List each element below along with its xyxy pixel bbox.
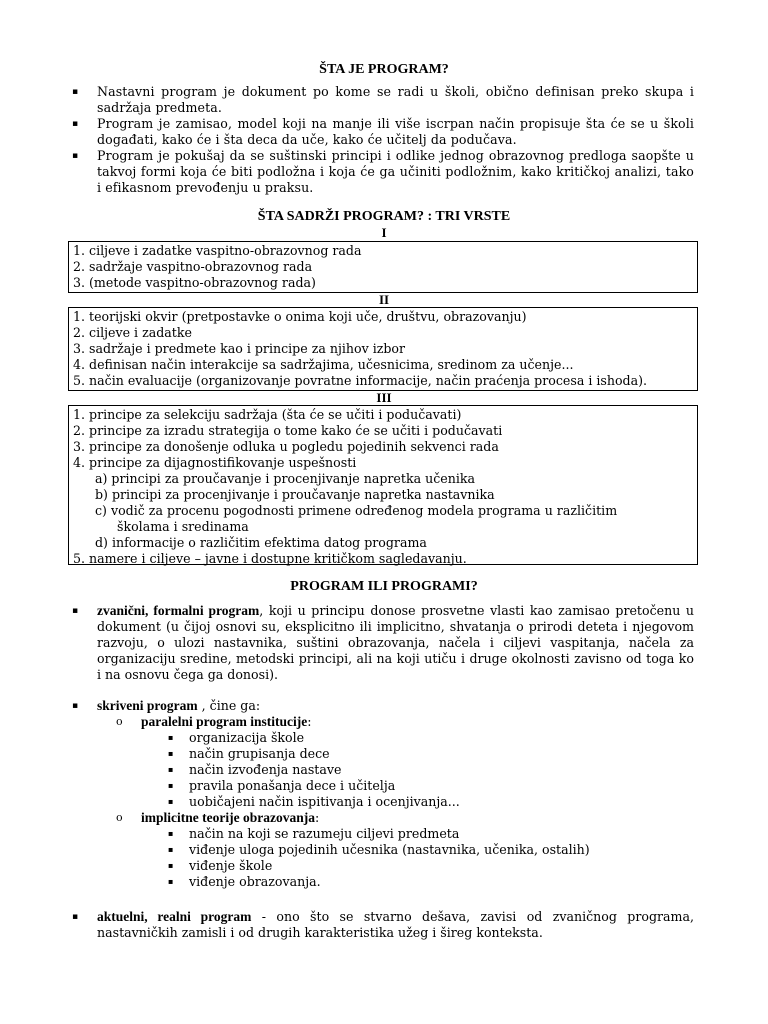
actual-program-section bbox=[72, 909, 694, 941]
bullet-square-icon: ▪ bbox=[168, 733, 174, 742]
intro-bullet-2: ▪ Program je zamisao, model koji na manje ili više iscrpan način propisuje šta će se u školi događati, kako će i šta deca da uče, kako će učitelj da podučava. bbox=[72, 116, 694, 147]
type-i-box bbox=[68, 241, 698, 293]
bullet-square-icon: ▪ bbox=[168, 877, 174, 886]
parallel-list-item: ▪ uobičajeni način ispitivanja i ocenjivanja... bbox=[168, 794, 460, 809]
bullet-square-icon: ▪ bbox=[168, 861, 174, 870]
implicit-list-item: ▪ viđenje škole bbox=[168, 858, 273, 873]
heading-what-is-program: ŠTA JE PROGRAM? bbox=[319, 62, 449, 77]
type-i-item: 2. sadržaje vaspitno-obrazovnog rada bbox=[73, 259, 313, 274]
type-label-i: I bbox=[381, 225, 387, 240]
official-program-term: zvanični, formalni program bbox=[97, 603, 260, 618]
implicit-theories-item: o implicitne teorije obrazovanja: bbox=[116, 810, 320, 825]
bullet-square-icon: ▪ bbox=[168, 845, 174, 854]
official-program-section bbox=[72, 603, 694, 683]
implicit-list-item: ▪ način na koji se razumeju ciljevi predmeta bbox=[168, 826, 460, 841]
type-ii-box bbox=[68, 307, 698, 391]
implicit-list-item: ▪ viđenje obrazovanja. bbox=[168, 874, 321, 889]
type-label-ii: II bbox=[378, 292, 390, 307]
hidden-program-term: skriveni program bbox=[97, 698, 198, 713]
official-program-text: , koji u principu donose prosvetne vlasti kao zamisao pretočenu u dokument (u čijoj osnovi su, eksplicitno ili implicitno, shvatanja o prirodi deteta i njegovom razvoju, o ulozi nastavnika, suštini obrazovanja, načela i ciljevi vaspitanja, načela za organizaciju sredine, metodski principi, ali na koji utiču i druge okolnosti zavisno od toga ko i na osnovu čega ga donosi). bbox=[97, 603, 694, 682]
type-iii-subitem: d) informacije o različitim efektima datog programa bbox=[95, 535, 427, 550]
bullet-square-icon: ▪ bbox=[168, 749, 174, 758]
type-iii-subitem: a) principi za proučavanje i procenjivanje napretka učenika bbox=[95, 471, 475, 486]
parallel-program-term: paralelni program institucije bbox=[141, 714, 308, 729]
type-iii-item: 2. principe za izradu strategija o tome kako će se učiti i podučavati bbox=[73, 423, 503, 438]
bullet-square-icon: ▪ bbox=[72, 151, 79, 161]
type-ii-item: 4. definisan način interakcije sa sadržajima, učesnicima, sredinom za učenje... bbox=[73, 357, 574, 372]
type-iii-item: 1. principe za selekciju sadržaja (šta će se učiti i podučavati) bbox=[73, 407, 462, 422]
parallel-program-item: o paralelni program institucije: bbox=[116, 714, 312, 729]
actual-program-text: - ono što se stvarno dešava, zavisi od zvaničnog programa, nastavničkih zamisli i od drugih karakteristika užeg i šireg konteksta. bbox=[97, 909, 695, 940]
intro-bullet-1: ▪ Nastavni program je dokument po kome se radi u školi, obično definisan preko skupa i sadržaja predmeta. bbox=[72, 84, 694, 115]
intro-bullet-3: ▪ Program je pokušaj da se suštinski principi i odlike jednog obrazovnog predloga saopšte u takvoj formi koja će biti podložna i koja će ga učiniti podložnim, kako kritičkoj analizi, tako i efikasnom prevođenju u praksu. bbox=[72, 148, 694, 195]
type-label-iii: III bbox=[376, 390, 392, 405]
type-ii-item: 3. sadržaje i predmete kao i principe za njihov izbor bbox=[73, 341, 406, 356]
circle-bullet-icon: o bbox=[116, 715, 123, 728]
circle-bullet-icon: o bbox=[116, 811, 123, 824]
type-iii-item: 4. principe za dijagnostifikovanje uspešnosti bbox=[73, 455, 357, 470]
hidden-program-section bbox=[72, 698, 694, 714]
bullet-square-icon: ▪ bbox=[72, 119, 79, 129]
bullet-square-icon: ▪ bbox=[72, 87, 79, 97]
bullet-square-icon: ▪ bbox=[72, 606, 79, 616]
type-iii-subitem: b) principi za procenjivanje i proučavanje napretka nastavnika bbox=[95, 487, 495, 502]
parallel-list-item: ▪ način izvođenja nastave bbox=[168, 762, 342, 777]
parallel-list-item: ▪ organizacija škole bbox=[168, 730, 305, 745]
type-iii-item: 5. namere i ciljeve – javne i dostupne kritičkom sagledavanju. bbox=[73, 551, 467, 566]
bullet-square-icon: ▪ bbox=[72, 912, 79, 922]
type-ii-item: 2. ciljeve i zadatke bbox=[73, 325, 192, 340]
heading-program-contains: ŠTA SADRŽI PROGRAM? : TRI VRSTE bbox=[257, 209, 511, 224]
type-i-item: 1. ciljeve i zadatke vaspitno-obrazovnog rada bbox=[73, 243, 362, 258]
bullet-square-icon: ▪ bbox=[72, 701, 79, 711]
implicit-list-item: ▪ viđenje uloga pojedinih učesnika (nastavnika, učenika, ostalih) bbox=[168, 842, 590, 857]
heading-program-or-programs: PROGRAM ILI PROGRAMI? bbox=[290, 579, 478, 594]
actual-program-term: aktuelni, realni program bbox=[97, 909, 252, 924]
type-iii-box bbox=[68, 405, 698, 565]
parallel-list-item: ▪ pravila ponašanja dece i učitelja bbox=[168, 778, 396, 793]
hidden-program-text: , čine ga: bbox=[197, 698, 261, 713]
type-i-item: 3. (metode vaspitno-obrazovnog rada) bbox=[73, 275, 316, 290]
type-ii-item: 1. teorijski okvir (pretpostavke o onima koji uče, društvu, obrazovanju) bbox=[73, 309, 527, 324]
bullet-square-icon: ▪ bbox=[168, 797, 174, 806]
bullet-square-icon: ▪ bbox=[168, 829, 174, 838]
type-iii-subitem: c) vodič za procenu pogodnosti primene određenog modela programa u različitim bbox=[95, 503, 618, 518]
type-iii-item: 3. principe za donošenje odluka u pogledu pojedinih sekvenci rada bbox=[73, 439, 499, 454]
bullet-square-icon: ▪ bbox=[168, 781, 174, 790]
type-ii-item: 5. način evaluacije (organizovanje povratne informacije, način praćenja procesa i ishoda). bbox=[73, 373, 648, 388]
implicit-theories-term: implicitne teorije obrazovanja bbox=[141, 810, 315, 825]
bullet-square-icon: ▪ bbox=[168, 765, 174, 774]
type-iii-subitem-continuation: školama i sredinama bbox=[117, 519, 249, 534]
parallel-list-item: ▪ način grupisanja dece bbox=[168, 746, 330, 761]
